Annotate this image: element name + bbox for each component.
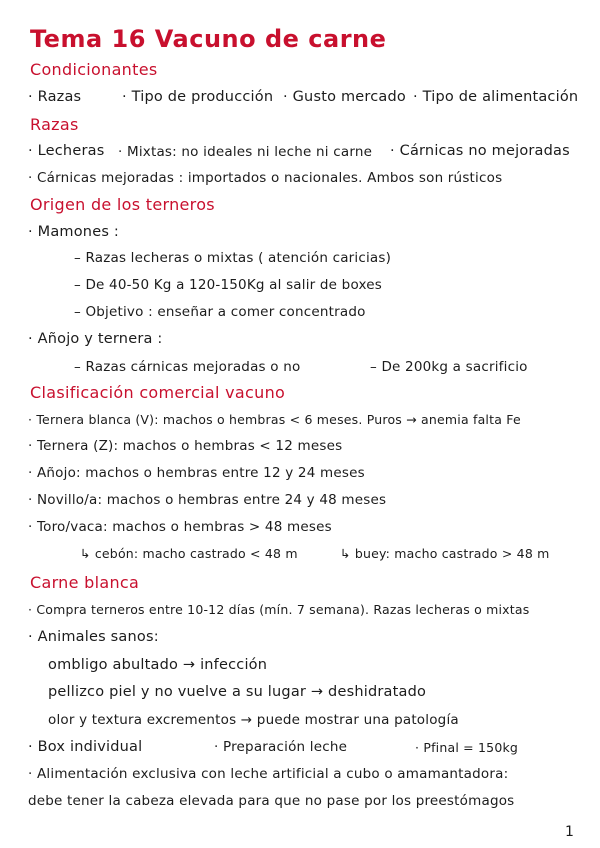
heading-razas: Razas bbox=[30, 115, 79, 134]
condicionante-item: · Tipo de alimentación bbox=[413, 89, 579, 105]
mamones-item: – De 40-50 Kg a 120-150Kg al salir de boxes bbox=[74, 277, 383, 293]
clasificacion-sub: ↳ cebón: macho castrado < 48 m bbox=[80, 546, 298, 561]
anojo-item: – Razas cárnicas mejoradas o no bbox=[74, 359, 301, 375]
raza-item: · Cárnicas no mejoradas bbox=[390, 143, 570, 159]
condicionante-item: · Razas bbox=[28, 89, 82, 105]
origen-anojo: · Añojo y ternera : bbox=[28, 331, 163, 347]
mamones-item: – Objetivo : enseñar a comer concentrado bbox=[74, 304, 366, 320]
raza-item: · Mixtas: no ideales ni leche ni carne bbox=[118, 144, 373, 160]
heading-condicionantes: Condicionantes bbox=[30, 60, 158, 79]
heading-clasificacion: Clasificación comercial vacuno bbox=[30, 383, 286, 402]
clasificacion-item: · Ternera blanca (V): machos o hembras < 6 meses. Puros → anemia falta Fe bbox=[28, 412, 521, 427]
clasificacion-sub: ↳ buey: macho castrado > 48 m bbox=[340, 546, 550, 561]
sanos-item: pellizco piel y no vuelve a su lugar → deshidratado bbox=[48, 684, 427, 700]
page-title: Tema 16 Vacuno de carne bbox=[30, 25, 387, 53]
origen-mamones: · Mamones : bbox=[28, 224, 119, 240]
clasificacion-item: · Ternera (Z): machos o hembras < 12 meses bbox=[28, 438, 343, 454]
condicionante-item: · Gusto mercado bbox=[283, 89, 406, 105]
mamones-item: – Razas lecheras o mixtas ( atención caricias) bbox=[74, 250, 392, 266]
sanos-item: olor y textura excrementos → puede mostrar una patología bbox=[48, 712, 459, 728]
box-item: · Preparación leche bbox=[214, 739, 348, 755]
page-number: 1 bbox=[565, 824, 575, 840]
sanos-item: ombligo abultado → infección bbox=[48, 657, 268, 673]
alimentacion-line: · Alimentación exclusiva con leche artificial a cubo o amamantadora: bbox=[28, 766, 509, 782]
raza-item: · Cárnicas mejoradas : importados o nacionales. Ambos son rústicos bbox=[28, 170, 503, 186]
clasificacion-item: · Novillo/a: machos o hembras entre 24 y 48 meses bbox=[28, 492, 387, 508]
anojo-item: – De 200kg a sacrificio bbox=[370, 359, 528, 375]
heading-origen: Origen de los terneros bbox=[30, 195, 215, 214]
box-item: · Pfinal = 150kg bbox=[415, 740, 519, 755]
clasificacion-item: · Añojo: machos o hembras entre 12 y 24 meses bbox=[28, 465, 365, 481]
heading-carne-blanca: Carne blanca bbox=[30, 573, 140, 592]
carne-blanca-compra: · Compra terneros entre 10-12 días (mín. 7 semana). Razas lecheras o mixtas bbox=[28, 602, 530, 617]
carne-blanca-sanos: · Animales sanos: bbox=[28, 629, 159, 645]
box-item: · Box individual bbox=[28, 739, 143, 755]
alimentacion-line: debe tener la cabeza elevada para que no pase por los preestómagos bbox=[28, 793, 515, 809]
raza-item: · Lecheras bbox=[28, 143, 105, 159]
clasificacion-item: · Toro/vaca: machos o hembras > 48 meses bbox=[28, 519, 332, 535]
condicionante-item: · Tipo de producción bbox=[122, 89, 274, 105]
